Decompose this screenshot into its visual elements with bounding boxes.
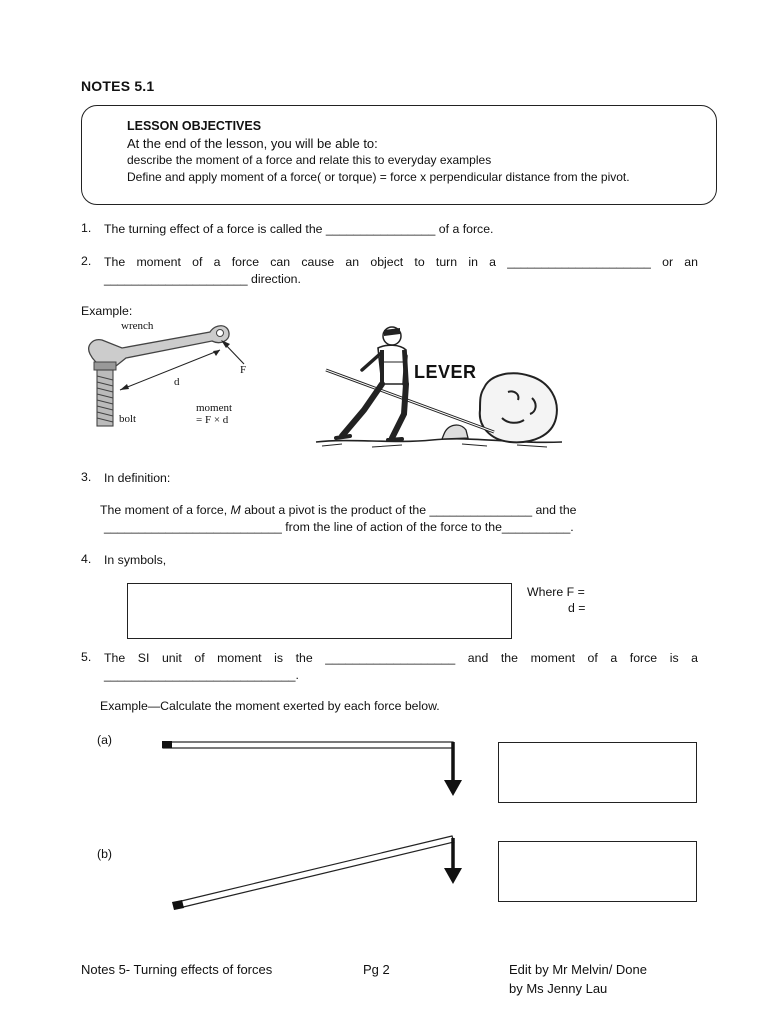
- question-3-text: In definition:: [104, 471, 171, 485]
- objectives-intro: At the end of the lesson, you will be able to:: [127, 136, 378, 151]
- question-number: 2.: [81, 254, 92, 268]
- part-b-diagram: [168, 830, 468, 914]
- wrench-label: wrench: [121, 320, 154, 332]
- page-title: NOTES 5.1: [81, 78, 155, 94]
- moment-label: moment: [196, 402, 233, 414]
- question-1-text: The turning effect of a force is called the ________________ of a force.: [104, 222, 494, 236]
- distance-label: d: [174, 376, 180, 388]
- definition-line2: __________________________ from the line of action of the force to the__________.: [104, 520, 574, 534]
- question-2-line1: The moment of a force can cause an object to turn in a _____________________ or an: [104, 255, 698, 269]
- question-5-line2: ____________________________.: [104, 668, 299, 682]
- question-5-line1: The SI unit of moment is the ___________________ and the moment of a force is a: [104, 651, 698, 665]
- lever-label: LEVER: [414, 362, 477, 382]
- force-label: F: [240, 364, 247, 376]
- where-f-label: Where F =: [527, 585, 585, 599]
- lever-illustration: [312, 318, 567, 456]
- example-label: Example:: [81, 304, 133, 318]
- page-number: Pg 2: [363, 962, 390, 977]
- question-number: 3.: [81, 470, 92, 484]
- formula-answer-box: [127, 583, 512, 639]
- example-instruction: Example—Calculate the moment exerted by each force below.: [100, 699, 440, 713]
- part-a-diagram: [158, 736, 468, 800]
- definition-text: The moment of a force,: [100, 503, 231, 517]
- bolt-label: bolt: [119, 413, 137, 425]
- footer-credit-line2: by Ms Jenny Lau: [509, 981, 608, 996]
- part-a-answer-box: [498, 742, 697, 803]
- question-number: 5.: [81, 650, 92, 664]
- objective-item: describe the moment of a force and relate this to everyday examples: [127, 153, 492, 167]
- part-b-label: (b): [97, 847, 113, 861]
- definition-text: about a pivot is the product of the _______________ and the: [240, 503, 577, 517]
- objective-item: Define and apply moment of a force( or torque) = force x perpendicular distance from the pivot.: [127, 170, 630, 184]
- wrench-diagram: [82, 318, 262, 436]
- part-a-label: (a): [97, 733, 113, 747]
- moment-formula: = F × d: [196, 414, 229, 426]
- definition-line1: [100, 502, 577, 519]
- where-d-label: d =: [568, 601, 586, 615]
- footer-credit-line1: Edit by Mr Melvin/ Done: [509, 962, 647, 977]
- moment-symbol: M: [230, 503, 241, 517]
- footer-title: Notes 5- Turning effects of forces: [81, 962, 273, 977]
- question-4-text: In symbols,: [104, 553, 167, 567]
- question-2-line2: _____________________ direction.: [104, 272, 301, 286]
- objectives-heading: LESSON OBJECTIVES: [127, 119, 262, 133]
- part-b-answer-box: [498, 841, 697, 902]
- question-number: 1.: [81, 221, 92, 235]
- question-number: 4.: [81, 552, 92, 566]
